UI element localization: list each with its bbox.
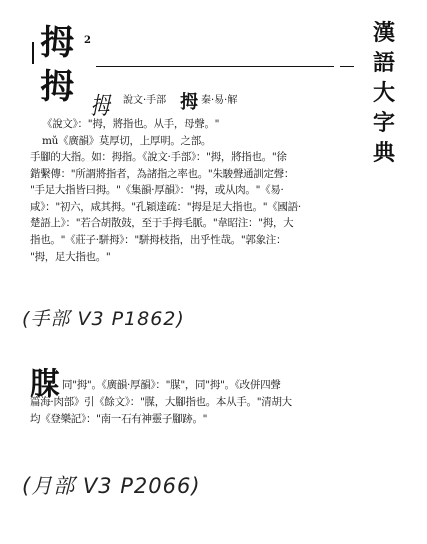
dictionary-title: [369, 22, 399, 164]
definition-line: 篇海·肉部》引《餘文》："腜，大腳指也。本从手。"清胡大: [30, 396, 292, 408]
definition-line: "拇，足大指也。": [30, 250, 111, 263]
title-char: 大: [372, 80, 395, 106]
definition-line: 手腳的大指。如：拇指。《說文·手部》："拇，將指也。"徐: [30, 151, 287, 164]
definition-line: 鍇繫傳："所謂將指者，為諸指之率也。"朱駿聲通訓定聲：: [30, 167, 295, 180]
definition-line: 《說文》："拇，將指也。从手，母聲。": [42, 118, 220, 130]
entry1-headword-repeat: 拇: [40, 67, 73, 107]
title-char: 字: [372, 110, 395, 136]
definition-line: "手足大指皆曰拇。"《集韻·厚韻》："拇，或从肉。"《易·: [30, 184, 284, 197]
title-char: 典: [372, 140, 395, 166]
definition-line: 均《登樂記》："南一石有神靈子腳跡。": [30, 412, 208, 425]
seal-script-form: 拇: [90, 92, 110, 120]
entry1-handwritten-note: (手部 V3 P1862): [22, 308, 185, 330]
title-char: 語: [372, 50, 395, 76]
definition-line: 指也。"《莊子·駢拇》："駢拇枝指，出乎性哉。"郭象注：: [30, 234, 287, 247]
definition-line: 咸》："初六，咸其拇。"孔穎達疏："拇是足大指也。"《國語·: [30, 200, 301, 213]
entry2-handwritten-note: (月部 V3 P2066): [22, 474, 201, 498]
header-tick: [32, 42, 34, 64]
variant-caption: 秦·易·解: [201, 95, 238, 106]
definition-line: mǔ《廣韻》莫厚切，上厚明。之部。: [42, 134, 212, 147]
entry1-body: [30, 116, 360, 265]
definition-line: 楚語上》："若合胡散鼓，至于手拇毛脈。"韋昭注："拇，大: [30, 217, 294, 230]
entry2-body: [62, 377, 362, 394]
entry2-body-cont: [30, 394, 360, 427]
entry2-headword: 腜: [30, 367, 59, 402]
entry1-headword: 拇: [40, 23, 73, 63]
title-char: 漢: [372, 20, 395, 46]
header-rule: [96, 66, 334, 67]
header-rule-right: [340, 66, 354, 67]
variant-form: 拇: [180, 92, 198, 113]
definition-line: 同"拇"。《廣韻·厚韻》："腜"，同"拇"。《改併四聲: [62, 379, 281, 391]
entry1-page-mark: 2: [84, 35, 91, 46]
seal-script-caption: 說文·手部: [123, 95, 167, 106]
